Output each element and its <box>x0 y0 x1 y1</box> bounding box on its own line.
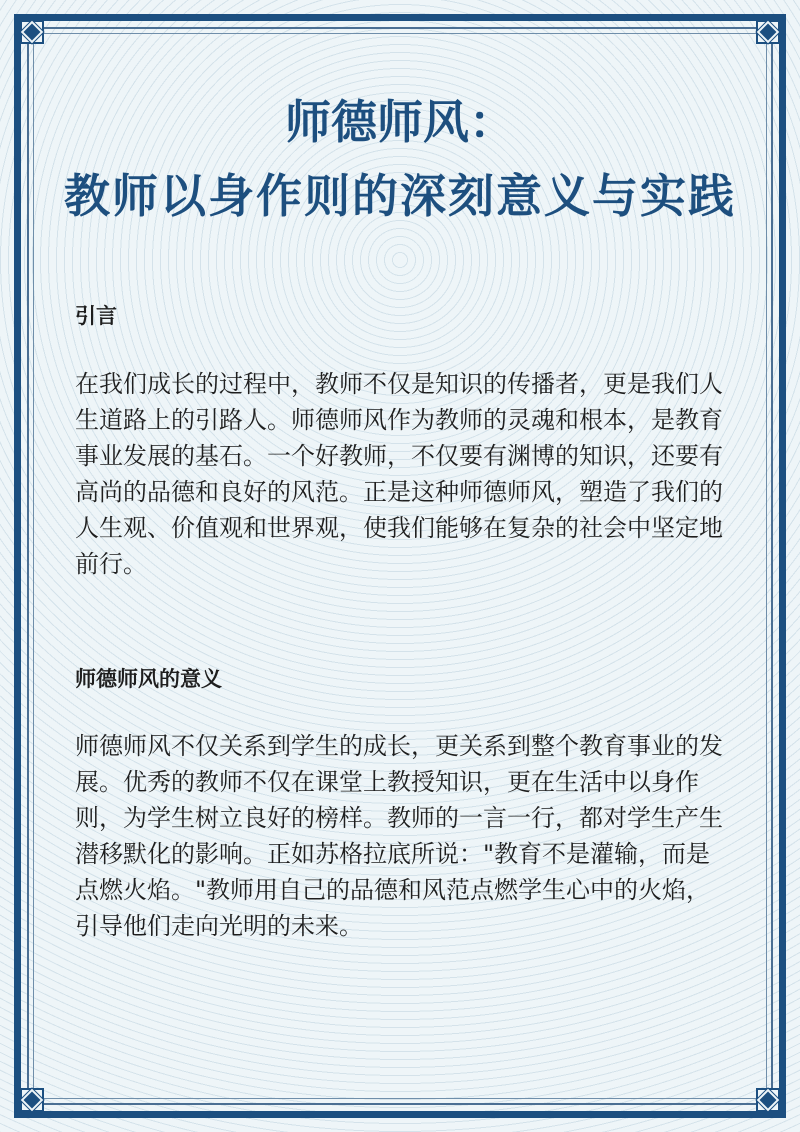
section-heading-meaning: 师德师风的意义 <box>75 667 222 691</box>
paragraph-line: 事业发展的基石。一个好教师，不仅要有渊博的知识，还要有 <box>75 442 723 470</box>
paragraph-line: 展。优秀的教师不仅在课堂上教授知识，更在生活中以身作 <box>75 768 699 796</box>
paragraph-line: 生道路上的引路人。师德师风作为教师的灵魂和根本，是教育 <box>75 406 723 434</box>
paragraph-line: 在我们成长的过程中，教师不仅是知识的传播者，更是我们人 <box>75 370 723 398</box>
corner-ornament-icon <box>20 20 44 44</box>
corner-ornament-icon <box>756 1088 780 1112</box>
title-line-2: 教师以身作则的深刻意义与实践 <box>64 169 736 223</box>
section-heading-intro: 引言 <box>75 304 117 328</box>
section-paragraph-meaning <box>75 728 723 944</box>
paragraph-line: 前行。 <box>75 550 147 578</box>
paragraph-line: 引导他们走向光明的未来。 <box>75 912 363 940</box>
paragraph-line: 点燃火焰。"教师用自己的品德和风范点燃学生心中的火焰， <box>75 876 711 904</box>
paragraph-line: 高尚的品德和良好的风范。正是这种师德师风，塑造了我们的 <box>75 478 723 506</box>
paragraph-line: 人生观、价值观和世界观，使我们能够在复杂的社会中坚定地 <box>75 514 723 542</box>
section-paragraph-intro <box>75 366 723 582</box>
corner-ornament-icon <box>20 1088 44 1112</box>
title-line-1: 师德师风： <box>285 95 515 149</box>
paragraph-line: 潜移默化的影响。正如苏格拉底所说："教育不是灌输，而是 <box>75 840 711 868</box>
paragraph-line: 则，为学生树立良好的榜样。教师的一言一行，都对学生产生 <box>75 804 723 832</box>
corner-ornament-icon <box>756 20 780 44</box>
paragraph-line: 师德师风不仅关系到学生的成长，更关系到整个教育事业的发 <box>75 732 723 760</box>
